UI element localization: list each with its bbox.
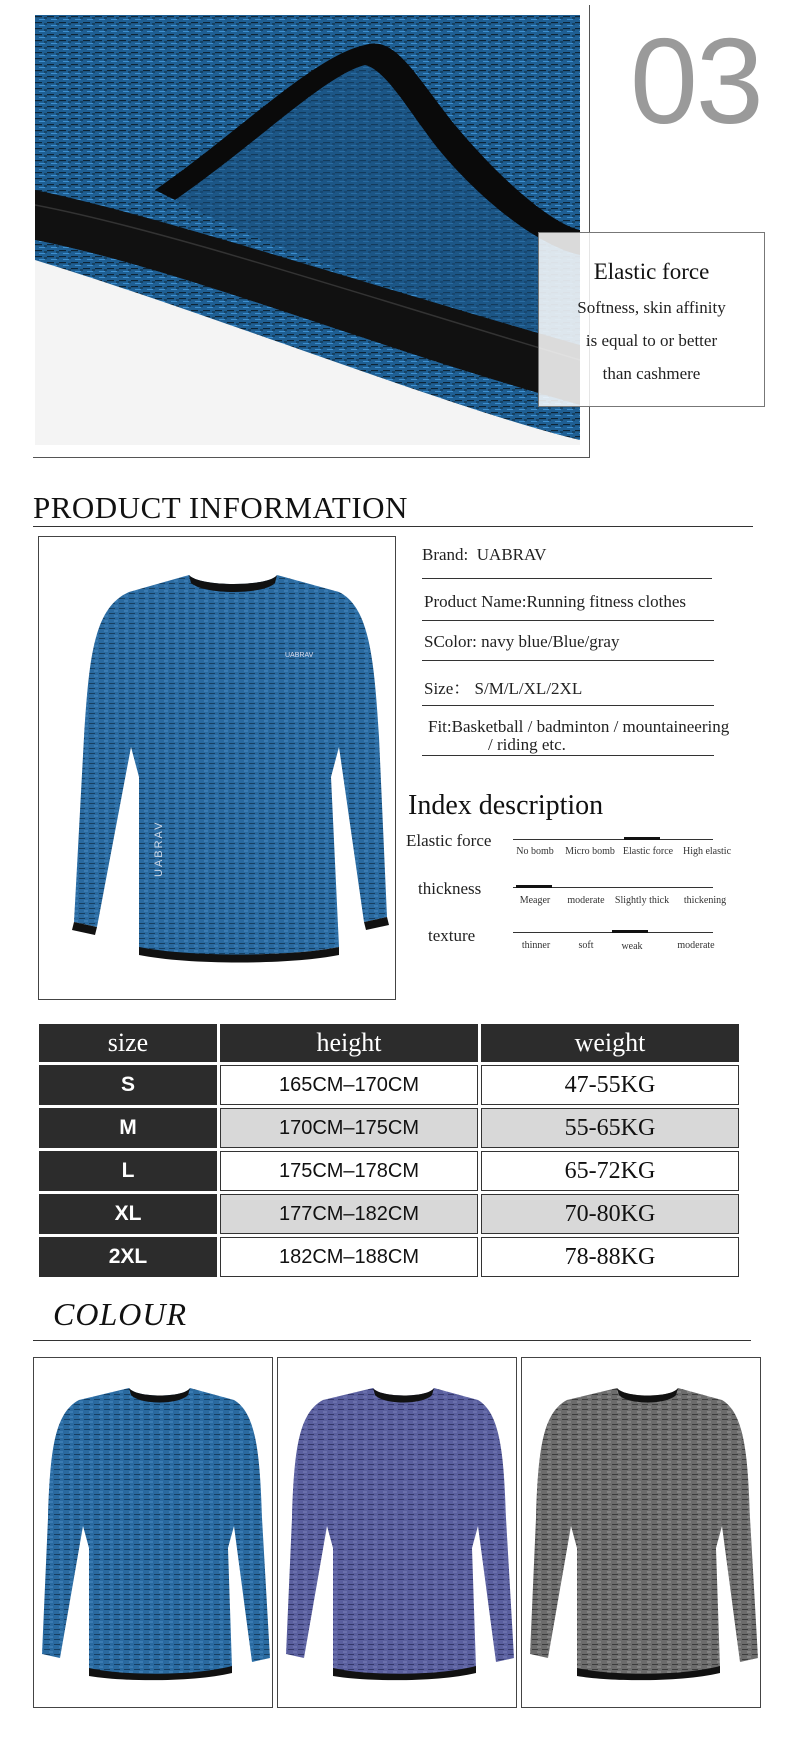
size-cell: L — [39, 1151, 217, 1191]
index-option: Micro bomb — [565, 846, 615, 857]
index-option: Meager — [519, 895, 551, 906]
product-name-row — [424, 592, 686, 612]
feature-callout — [538, 232, 765, 407]
index-option: soft — [578, 940, 594, 951]
sleeve-brand-print: UABRAV — [153, 820, 165, 877]
color-label: SColor: — [424, 632, 477, 651]
index-label-thickness: thickness — [418, 879, 482, 898]
index-option: No bomb — [516, 846, 554, 857]
table-row — [39, 1237, 739, 1277]
section-number: 03 — [630, 13, 762, 149]
fabric-closeup-image — [35, 15, 580, 445]
table-row — [39, 1194, 739, 1234]
brand-value: UABRAV — [476, 545, 547, 564]
header-weight: weight — [481, 1024, 739, 1062]
size-row — [424, 674, 582, 699]
info-divider — [422, 620, 714, 621]
weight-cell: 55-65KG — [481, 1108, 739, 1148]
weight-cell: 65-72KG — [481, 1151, 739, 1191]
index-option: moderate — [567, 895, 605, 906]
height-cell: 165CM–170CM — [220, 1065, 478, 1105]
index-option: Slightly thick — [614, 895, 670, 906]
index-option: Elastic force — [622, 846, 674, 857]
size-chart-table — [36, 1021, 742, 1280]
fit-value-cont: / riding etc. — [488, 735, 566, 754]
table-row — [39, 1108, 739, 1148]
size-cell: 2XL — [39, 1237, 217, 1277]
colour-title: COLOUR — [53, 1296, 188, 1332]
fit-label: Fit: — [428, 717, 452, 736]
info-divider — [422, 755, 714, 756]
index-scale-line — [513, 839, 713, 840]
index-selected-marker — [624, 837, 660, 840]
shirt-brand-print: UABRAV — [285, 652, 314, 659]
brand-row — [422, 545, 546, 565]
feature-line: Softness, skin affinity — [577, 298, 726, 317]
index-description-title: Index description — [408, 790, 604, 821]
color-value: navy blue/Blue/gray — [481, 632, 620, 651]
divider — [33, 526, 753, 527]
info-divider — [422, 578, 712, 579]
product-name-label: Product Name: — [424, 592, 527, 611]
size-value: S/M/L/XL/2XL — [474, 679, 583, 698]
index-label-texture: texture — [428, 926, 476, 945]
index-selected-marker — [516, 885, 552, 888]
product-image — [38, 536, 396, 1000]
size-cell: XL — [39, 1194, 217, 1234]
blue-shirt-image[interactable] — [33, 1357, 273, 1708]
height-cell: 170CM–175CM — [220, 1108, 478, 1148]
weight-cell: 47-55KG — [481, 1065, 739, 1105]
weight-cell: 70-80KG — [481, 1194, 739, 1234]
table-row — [39, 1065, 739, 1105]
index-option: thinner — [521, 940, 551, 951]
height-cell: 182CM–188CM — [220, 1237, 478, 1277]
gray-shirt-image[interactable] — [521, 1357, 761, 1708]
navy-blue-shirt-image[interactable] — [277, 1357, 517, 1708]
size-cell: M — [39, 1108, 217, 1148]
fit-value: Basketball / badminton / mountaineering — [451, 717, 730, 736]
color-row — [424, 632, 619, 652]
divider — [33, 1340, 751, 1341]
header-size: size — [39, 1024, 217, 1062]
feature-line: is equal to or better — [585, 331, 718, 350]
index-option: weak — [621, 941, 643, 952]
table-row — [39, 1151, 739, 1191]
product-information-title: PRODUCT INFORMATION — [33, 490, 408, 525]
feature-title: Elastic force — [593, 259, 710, 284]
table-header-row — [39, 1024, 739, 1062]
product-name-value: Running fitness clothes — [526, 592, 687, 611]
index-option: High elastic — [682, 846, 732, 857]
feature-line: than cashmere — [602, 364, 701, 383]
header-height: height — [220, 1024, 478, 1062]
height-cell: 175CM–178CM — [220, 1151, 478, 1191]
size-cell: S — [39, 1065, 217, 1105]
info-divider — [422, 660, 714, 661]
fit-row — [428, 718, 729, 754]
index-option: thickening — [683, 895, 727, 906]
brand-label: Brand: — [422, 545, 469, 564]
height-cell: 177CM–182CM — [220, 1194, 478, 1234]
weight-cell: 78-88KG — [481, 1237, 739, 1277]
index-option: moderate — [677, 940, 715, 951]
index-selected-marker — [612, 930, 648, 933]
info-divider — [422, 705, 714, 706]
index-label-elastic: Elastic force — [406, 831, 492, 850]
size-label: Size： — [424, 679, 471, 698]
